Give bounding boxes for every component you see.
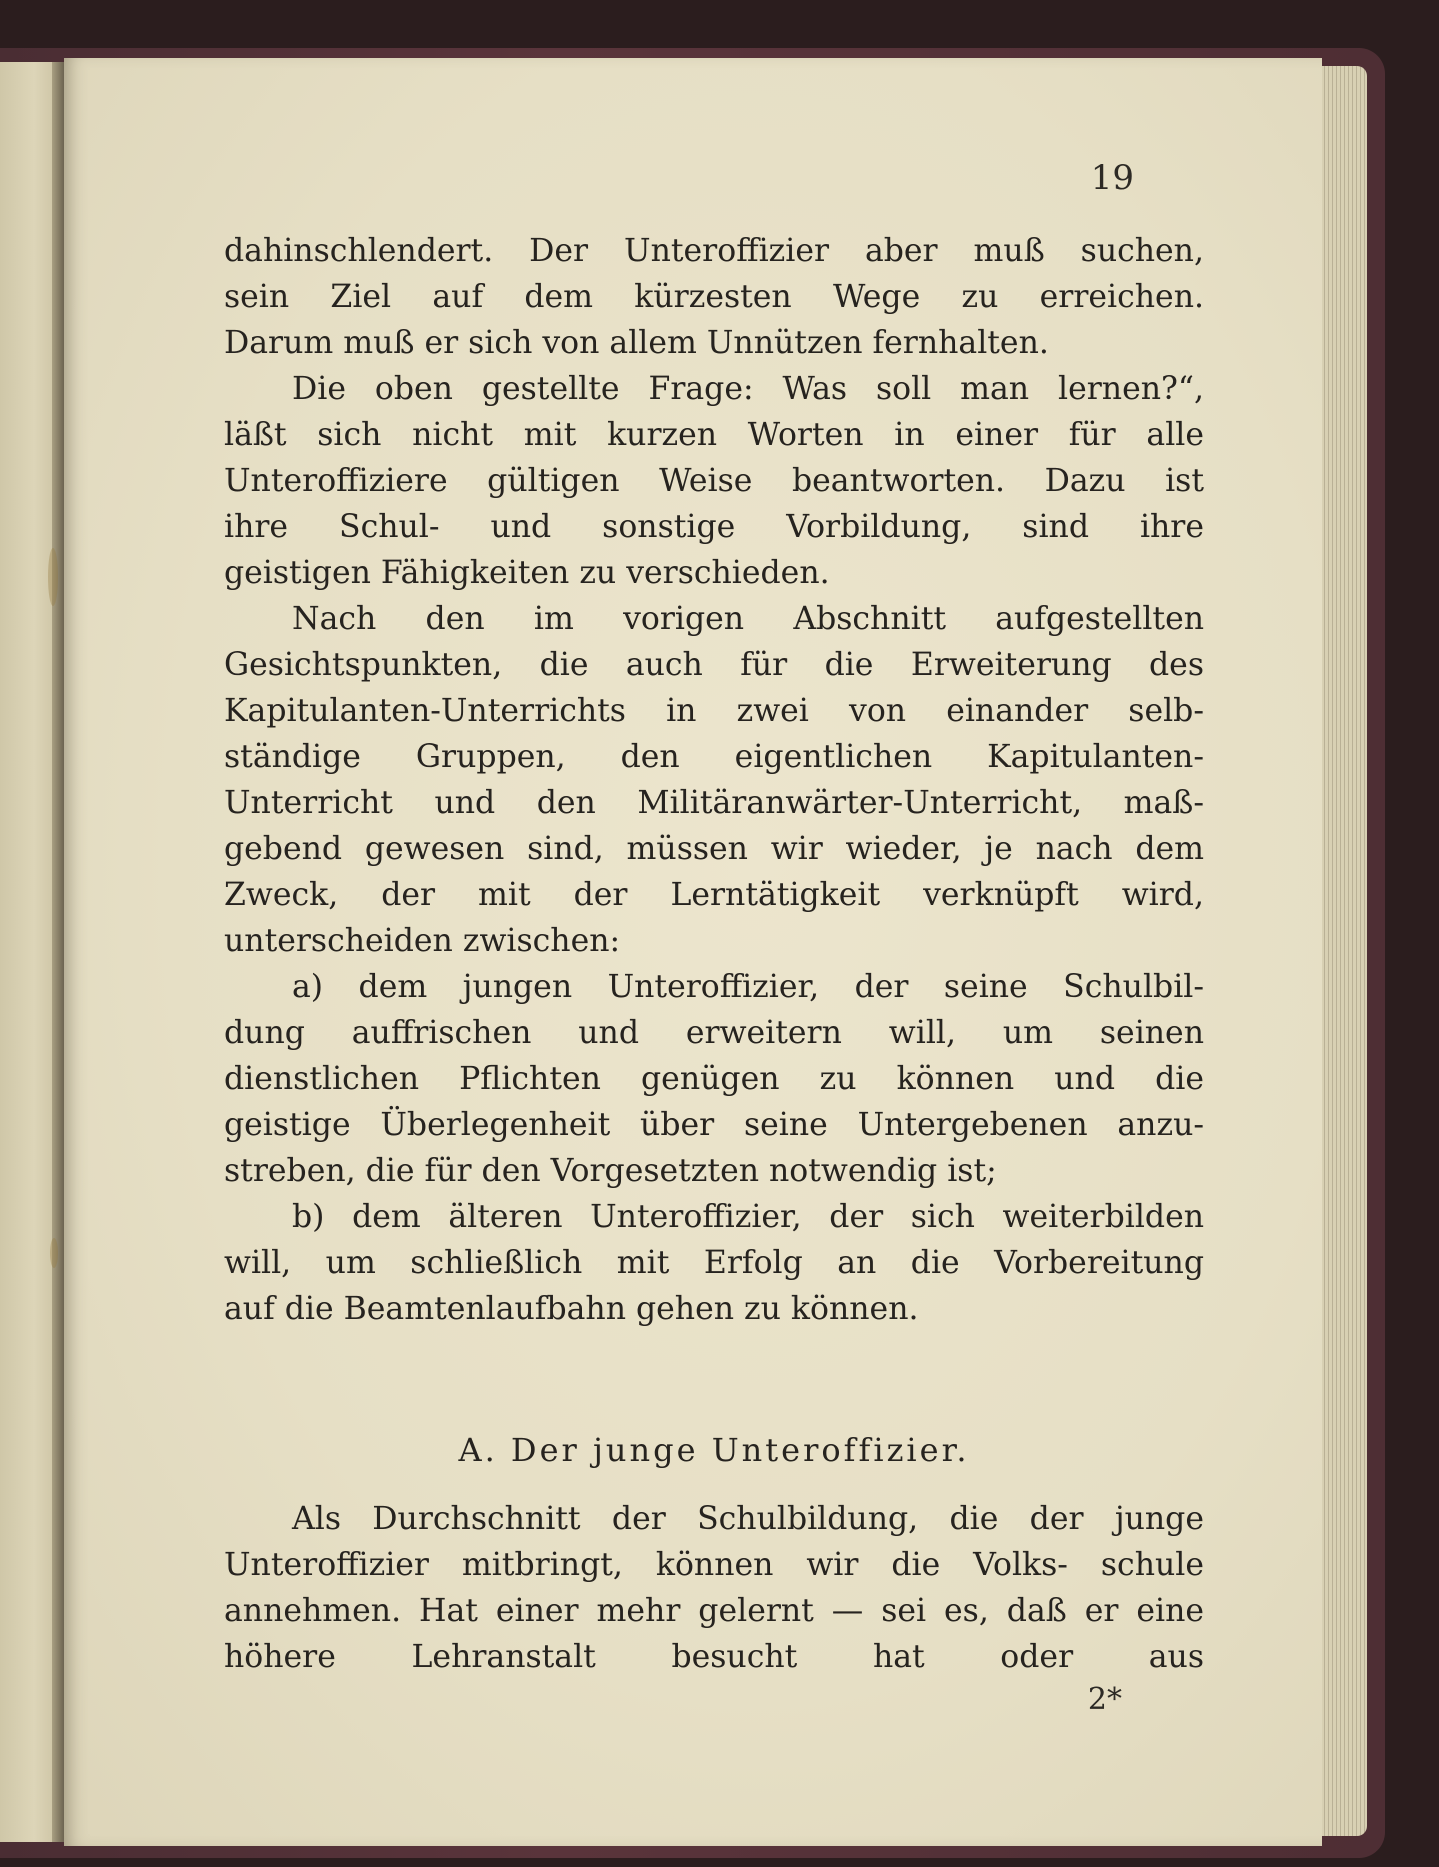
body-text (224, 228, 1204, 1332)
text-line: schule annehmen. Hat einer mehr gelernt — sei es, (224, 1547, 1204, 1629)
text-line: geistigen Fähigkeiten zu verschieden. (224, 555, 830, 591)
paper-stain (48, 548, 58, 606)
text-line: Die oben gestellte Frage: Was soll man lernen?“, (292, 371, 1204, 407)
text-line: dung auffrischen und erweitern will, um seinen (224, 1015, 1204, 1051)
text-line: auf die Beamtenlaufbahn gehen zu können. (224, 1291, 919, 1327)
text-line: Unteroffiziere gültigen Weise beantworten. Dazu ist (224, 463, 1204, 499)
text-line: streben, die für den Vorgesetzten notwendig ist; (224, 1153, 997, 1189)
book-page (64, 58, 1322, 1846)
text-line: Als Durchschnitt der Schulbildung, die der (292, 1501, 1084, 1537)
text-line: läßt sich nicht mit kurzen Worten in einer für alle (224, 417, 1204, 453)
text-line: ihre Schul- und sonstige Vorbildung, sind ihre (224, 509, 1204, 545)
section-heading: A. Der junge Unteroffizier. (458, 1431, 970, 1469)
list-item-a: a) dem jungen Unteroffizier, der seine Schulbil- (292, 969, 1204, 1005)
text-line: unterscheiden zwischen: (224, 923, 621, 959)
text-line: Zweck, der mit der Lerntätigkeit verknüpft wird, (224, 877, 1204, 913)
text-line: Darum muß er sich von allem Unnützen fernhalten. (224, 325, 1049, 361)
text-line: sein Ziel auf dem kürzesten Wege zu erreichen. (224, 279, 1204, 315)
text-line: Gesichtspunkten, die auch für die Erweiterung des (224, 647, 1204, 683)
text-line: Unterricht und den Militäranwärter-Unterricht, maß- (224, 785, 1204, 821)
text-line: Nach den im vorigen Abschnitt aufgestellten (292, 601, 1204, 637)
text-line: dahinschlendert. Der Unteroffizier aber muß suchen, (224, 233, 1204, 269)
signature-mark: 2* (1087, 1682, 1122, 1717)
text-line: ständige Gruppen, den eigentlichen Kapitulanten- (224, 739, 1204, 775)
section-body-text (224, 1496, 1204, 1680)
page-number: 19 (1090, 158, 1134, 198)
text-line: Kapitulanten-Unterrichts in zwei von einander selb- (224, 693, 1204, 729)
text-line: junge Unteroffizier mitbringt, können wir die Volks- (224, 1501, 1204, 1583)
list-item-b: b) dem älteren Unteroffizier, der sich weiterbilden (292, 1199, 1204, 1235)
text-line: dienstlichen Pflichten genügen zu können und die (224, 1061, 1204, 1097)
text-line: will, um schließlich mit Erfolg an die Vorbereitung (224, 1245, 1204, 1281)
paper-stain (50, 1238, 58, 1268)
text-line: geistige Überlegenheit über seine Untergebenen anzu- (224, 1107, 1204, 1143)
text-line: daß er eine höhere Lehranstalt besucht hat oder aus (224, 1593, 1204, 1675)
text-line: gebend gewesen sind, müssen wir wieder, je nach dem (224, 831, 1204, 867)
